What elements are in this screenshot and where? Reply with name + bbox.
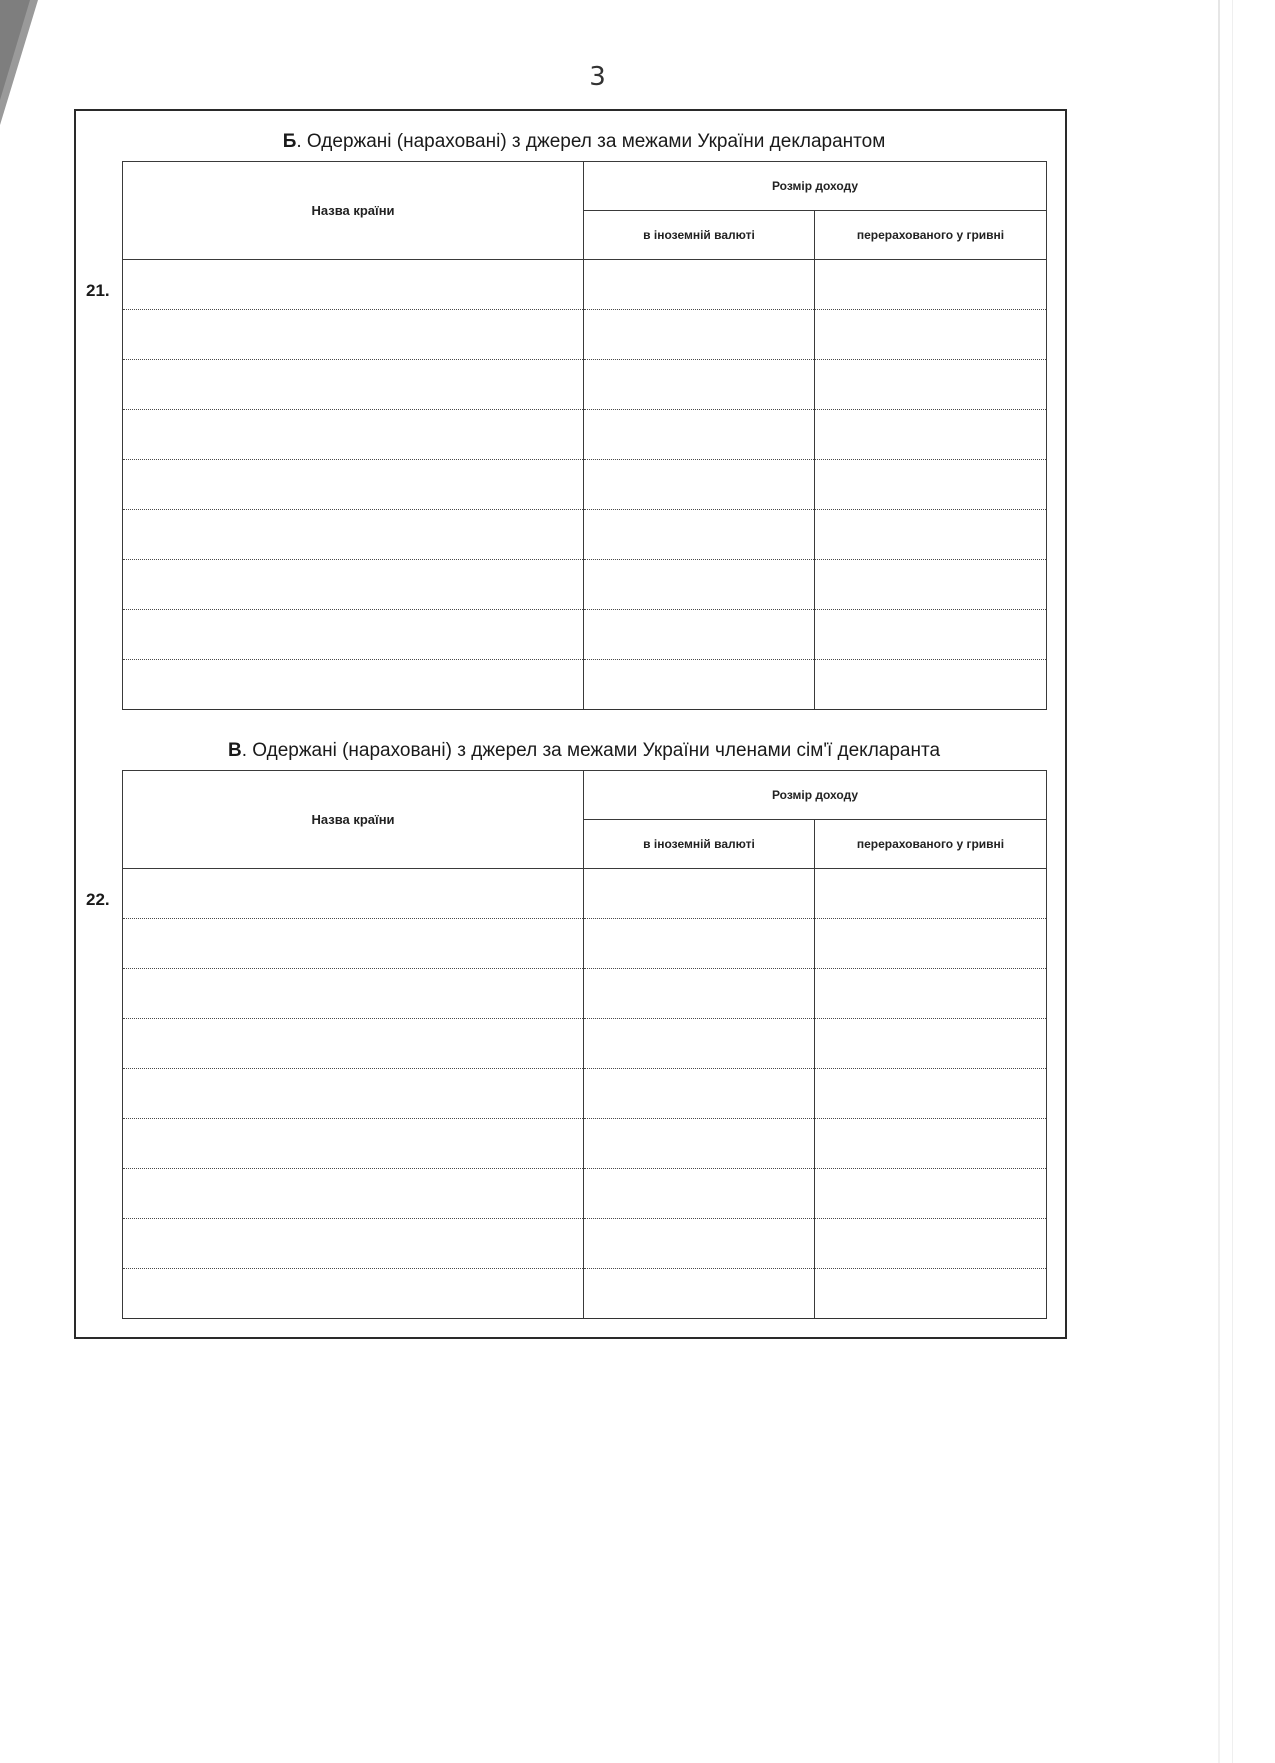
header-foreign-currency: в іноземній валюті (584, 211, 815, 260)
table-row (123, 610, 1047, 660)
country-cell[interactable] (123, 1219, 584, 1269)
foreign-currency-cell[interactable] (584, 1069, 815, 1119)
header-income-size: Розмір доходу (584, 771, 1047, 820)
foreign-currency-cell[interactable] (584, 510, 815, 560)
uah-cell[interactable] (815, 610, 1047, 660)
table-row (123, 310, 1047, 360)
section-b-title (122, 131, 1046, 153)
foreign-currency-cell[interactable] (584, 660, 815, 710)
foreign-currency-cell[interactable] (584, 310, 815, 360)
uah-cell[interactable] (815, 1019, 1047, 1069)
scan-page-edge (1218, 0, 1220, 1763)
uah-cell[interactable] (815, 969, 1047, 1019)
uah-cell[interactable] (815, 460, 1047, 510)
table-row (123, 1119, 1047, 1169)
item-number-21: 21. (86, 281, 110, 300)
header-country: Назва країни (123, 162, 584, 260)
country-cell[interactable] (123, 1119, 584, 1169)
table-row (123, 1019, 1047, 1069)
table-row (123, 1069, 1047, 1119)
table-row (123, 969, 1047, 1019)
uah-cell[interactable] (815, 919, 1047, 969)
uah-cell[interactable] (815, 1269, 1047, 1319)
uah-cell[interactable] (815, 1119, 1047, 1169)
country-cell[interactable] (123, 1069, 584, 1119)
section-b-letter: Б (282, 131, 297, 152)
table-row (123, 1169, 1047, 1219)
table-row (123, 660, 1047, 710)
uah-cell[interactable] (815, 1069, 1047, 1119)
country-cell[interactable] (123, 969, 584, 1019)
uah-cell[interactable] (815, 869, 1047, 919)
country-cell[interactable] (123, 610, 584, 660)
table-row (123, 460, 1047, 510)
section-b-table (122, 161, 1047, 710)
country-cell[interactable] (123, 310, 584, 360)
section-v-table (122, 770, 1047, 1319)
section-b-title-text: . Одержані (нараховані) з джерел за межами України декларантом (296, 131, 886, 152)
header-uah: перерахованого у гривні (815, 211, 1047, 260)
foreign-currency-cell[interactable] (584, 969, 815, 1019)
header-income-size: Розмір доходу (584, 162, 1047, 211)
table-row (123, 919, 1047, 969)
section-v-title-text: . Одержані (нараховані) з джерел за межами України членами сім'ї декларанта (241, 740, 941, 761)
foreign-currency-cell[interactable] (584, 610, 815, 660)
uah-cell[interactable] (815, 410, 1047, 460)
header-uah: перерахованого у гривні (815, 820, 1047, 869)
scan-page-edge (1232, 0, 1233, 1763)
foreign-currency-cell[interactable] (584, 1119, 815, 1169)
table-row (123, 360, 1047, 410)
uah-cell[interactable] (815, 360, 1047, 410)
table-row (123, 410, 1047, 460)
page-number: 3 (589, 62, 606, 92)
country-cell[interactable] (123, 510, 584, 560)
uah-cell[interactable] (815, 310, 1047, 360)
country-cell[interactable] (123, 1019, 584, 1069)
foreign-currency-cell[interactable] (584, 1019, 815, 1069)
uah-cell[interactable] (815, 1169, 1047, 1219)
country-cell[interactable] (123, 560, 584, 610)
foreign-currency-cell[interactable] (584, 410, 815, 460)
uah-cell[interactable] (815, 660, 1047, 710)
table-row (123, 1269, 1047, 1319)
section-v-letter: В (227, 740, 242, 761)
uah-cell[interactable] (815, 560, 1047, 610)
country-cell[interactable] (123, 660, 584, 710)
country-cell[interactable] (123, 260, 584, 310)
foreign-currency-cell[interactable] (584, 919, 815, 969)
country-cell[interactable] (123, 360, 584, 410)
section-v-title (122, 740, 1046, 762)
uah-cell[interactable] (815, 260, 1047, 310)
foreign-currency-cell[interactable] (584, 360, 815, 410)
table-row (123, 260, 1047, 310)
item-number-22: 22. (86, 890, 110, 909)
header-country: Назва країни (123, 771, 584, 869)
foreign-currency-cell[interactable] (584, 260, 815, 310)
table-row (123, 1219, 1047, 1269)
table-row (123, 560, 1047, 610)
foreign-currency-cell[interactable] (584, 1169, 815, 1219)
foreign-currency-cell[interactable] (584, 1219, 815, 1269)
country-cell[interactable] (123, 410, 584, 460)
header-foreign-currency: в іноземній валюті (584, 820, 815, 869)
country-cell[interactable] (123, 460, 584, 510)
country-cell[interactable] (123, 1269, 584, 1319)
foreign-currency-cell[interactable] (584, 460, 815, 510)
country-cell[interactable] (123, 869, 584, 919)
table-row (123, 510, 1047, 560)
uah-cell[interactable] (815, 510, 1047, 560)
country-cell[interactable] (123, 919, 584, 969)
foreign-currency-cell[interactable] (584, 1269, 815, 1319)
foreign-currency-cell[interactable] (584, 560, 815, 610)
table-row (123, 869, 1047, 919)
foreign-currency-cell[interactable] (584, 869, 815, 919)
country-cell[interactable] (123, 1169, 584, 1219)
uah-cell[interactable] (815, 1219, 1047, 1269)
